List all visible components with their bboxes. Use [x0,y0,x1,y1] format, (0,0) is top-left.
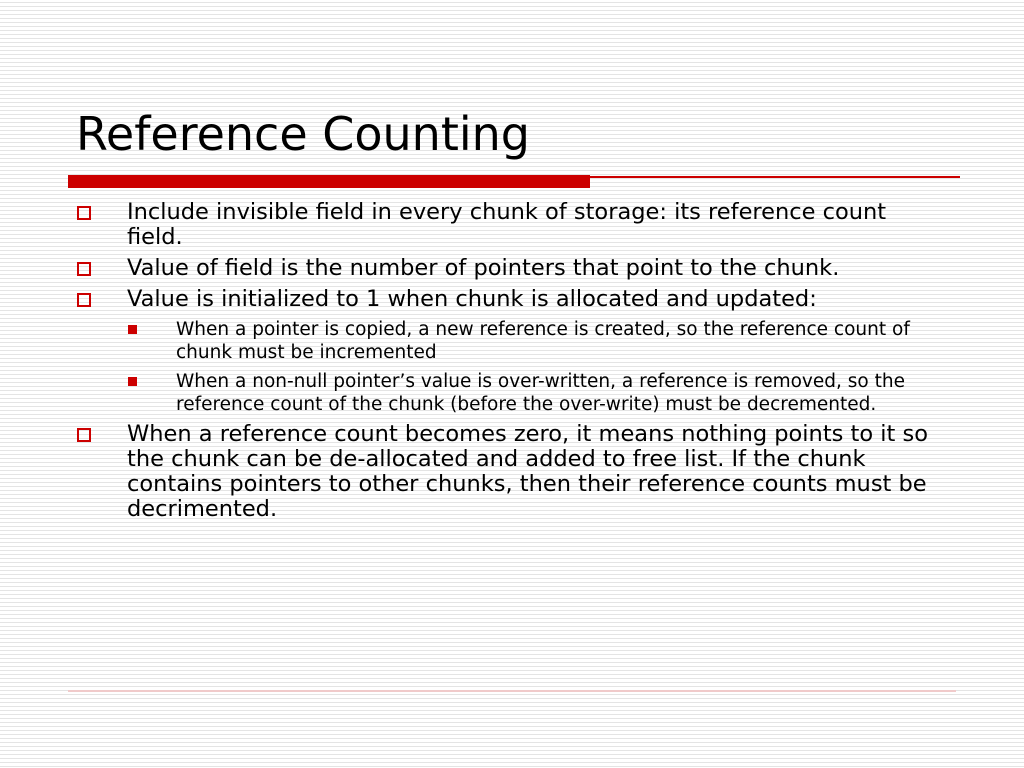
slide-title: Reference Counting [76,107,531,161]
filled-square-bullet-icon [128,325,137,334]
title-underline-thin [590,176,960,178]
bullet-item [0,287,1024,416]
bullet-text: Value of field is the number of pointers that point to the chunk. [127,255,840,281]
bullet-item [0,200,1024,250]
filled-square-bullet-icon [128,377,137,386]
bullet-item [0,256,1024,281]
sub-bullet-item [0,318,1024,364]
bullet-text: Include invisible field in every chunk of storage: its reference count field. [127,199,887,250]
bullet-text: Value is initialized to 1 when chunk is allocated and updated: [127,286,817,312]
hollow-square-bullet-icon [77,293,91,307]
footer-divider [68,690,956,692]
sub-bullet-text: When a pointer is copied, a new reference is created, so the reference count of chunk must be incremented [176,319,910,363]
bullet-text: When a reference count becomes zero, it means nothing points to it so the chunk can be de-allocated and added to free list. If the chunk contains pointers to other chunks, then their reference counts must be decrimented. [127,421,928,522]
hollow-square-bullet-icon [77,262,91,276]
hollow-square-bullet-icon [77,428,91,442]
sub-bullet-item [0,370,1024,416]
hollow-square-bullet-icon [77,206,91,220]
bullet-list [0,200,1024,528]
bullet-item [0,422,1024,522]
sub-bullet-list [0,318,1024,416]
sub-bullet-text: When a non-null pointer’s value is over-written, a reference is removed, so the reference count of the chunk (before the over-write) must be decremented. [176,371,905,415]
title-underline-thick [68,175,590,188]
